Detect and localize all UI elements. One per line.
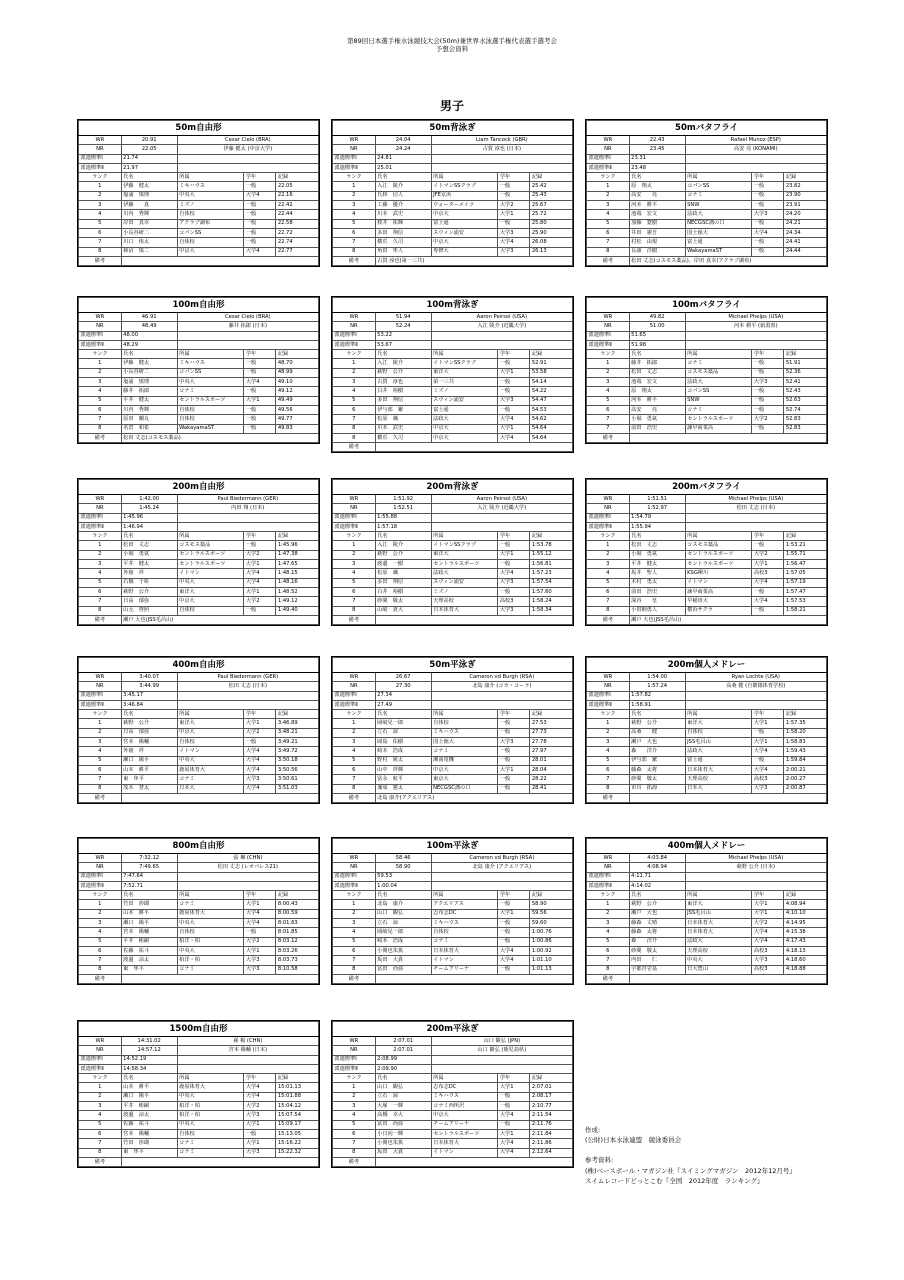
wr-row: WR 51.94 Aaron Peirsol (USA) [333,313,573,322]
standard-1-row: 派遣標準Ⅰ 14:52.19 [79,1055,319,1064]
nr-row: NR 23.45 高安 亮 (KONAMI) [587,145,827,154]
standard-2-row: 派遣標準Ⅱ 27.49 [333,700,573,709]
table-row: 3 岡島 佑樹 国士舘大 大学3 27.78 [333,738,573,747]
standard-2-row: 派遣標準Ⅱ 1:58.91 [587,700,827,709]
wr-row: WR 49.82 Michael Phelps (USA) [587,313,827,322]
standard-1-row: 派遣標準Ⅰ 21.74 [79,154,319,163]
note-row: 備考 [587,433,827,442]
wr-row: WR 1:42.00 Paul Biedermann (GER) [79,495,319,504]
note-row: 備考 瀬戸 大也(JSS毛呂山) [79,615,319,624]
table-row: 6 萩野 公介 東洋大 大学1 1:48.52 [79,587,319,596]
table-row: 4 外舘 祥 イトマン 大学4 1:48.15 [79,569,319,578]
event-title: 1500m自由形 [79,1022,319,1037]
note-row: 備考 北島 康介(アクエリアス) [333,793,573,802]
table-row: 2 小堀 勇氣 セントラルスポーツ 大学2 1:55.71 [587,550,827,559]
table-row: 8 宇都宮壱基 日大豊山 高校3 4:18.88 [587,965,827,974]
table-row: 3 塩浦 慎理 中央大 大学4 49.10 [79,378,319,387]
document-subtitle: 予想会資料 [435,45,469,53]
column-headers: ランク 氏名 所属 学年 記録 [587,710,827,719]
table-row: 5 瀬口 陽平 中央大 大学4 3:50.18 [79,756,319,765]
table-row: 2 塩浦 慎理 中央大 大学4 22.16 [79,191,319,200]
column-headers: ランク 氏名 所属 学年 記録 [79,173,319,182]
nr-row: NR 58.90 北島 康介 (アクエリアス) [333,863,573,872]
wr-row: WR 20.91 Cesar Cielo (BRA) [79,136,319,145]
table-row: 5 河本 耕平 SNW 一般 52.63 [587,396,827,405]
column-headers: ランク 氏名 所属 学年 記録 [79,532,319,541]
table-row: 2 瀬戸 大也 JSS毛呂山 大学1 4:10.10 [587,909,827,918]
event-block [77,478,320,626]
table-row: 4 外舘 祥 イトマン 大学4 3:49.72 [79,747,319,756]
standard-1-row: 派遣標準Ⅰ 1:55.88 [333,513,573,522]
event-title: 400m個人メドレー [587,839,827,854]
table-row: 8 茂木 慧太 日本大 大学4 3:51.03 [79,784,319,793]
table-row: 8 川本 武史 中京大 大学1 54.64 [333,424,573,433]
table-row: 6 小長谷研二 コパンSS 一般 22.72 [79,228,319,237]
note-row: 備考 [79,974,319,983]
table-row: 3 藤森 丈晴 日本体育大 大学2 4:14.95 [587,919,827,928]
column-headers: ランク 氏名 所属 学年 記録 [79,350,319,359]
standard-1-row: 派遣標準Ⅰ 24.81 [333,154,573,163]
standard-1-row: 派遣標準Ⅰ 23.31 [587,154,827,163]
table-row: 3 瀬口 陽平 中央大 大学4 8:01.63 [79,919,319,928]
standard-2-row: 派遣標準Ⅱ 23.48 [587,163,827,172]
table-row: 1 入江 陵介 イトマンSSクラブ 一般 52.91 [333,359,573,368]
event-title: 800m自由形 [79,839,319,854]
table-row: 8 長頭 洋樹 WakayamaST 一般 24.44 [587,247,827,256]
standard-1-row: 派遣標準Ⅰ 51.65 [587,331,827,340]
table-row: 5 多田 翔信 スウィン浦安 大学3 54.47 [333,396,573,405]
column-headers: ランク 氏名 所属 学年 記録 [79,1074,319,1083]
column-headers: ランク 氏名 所属 学年 記録 [333,891,573,900]
column-headers: ランク 氏名 所属 学年 記録 [333,173,573,182]
standard-1-row: 派遣標準Ⅰ 53.22 [333,331,573,340]
table-row: 3 伊藤 真 ミズノ 一般 22.42 [79,201,319,210]
column-headers: ランク 氏名 所属 学年 記録 [587,891,827,900]
note-row: 備考 [333,615,573,624]
note-row: 備考 [333,974,573,983]
note-line: (株)ベースボール・マガジン社『スイミングマガジン 2012年12月号』 [585,1166,796,1175]
event-block [77,656,320,804]
table-row: 3 平井 彬嗣 柏洋・柏 大学2 15:04.12 [79,1102,319,1111]
table-row: 4 森 洋介 法政大 大学4 1:59.43 [587,747,827,756]
standard-2-row: 派遣標準Ⅱ 1:00.04 [333,881,573,890]
notes [585,1125,796,1186]
event-title: 50m背泳ぎ [333,121,573,136]
table-row: 4 白井 裕樹 ミズノ 一般 54.22 [333,387,573,396]
table-row: 7 日高 郁弥 中京大 大学2 1:49.12 [79,597,319,606]
table-row: 5 冨田 尚弥 チームアリーナ 一般 2:11.76 [333,1120,573,1129]
event-block [331,296,574,453]
note-row: 備考 [587,974,827,983]
standard-2-row: 派遣標準Ⅱ 25.01 [333,163,573,172]
table-row: 6 佐藤 祐斗 中央大 大学1 8:03.26 [79,946,319,955]
table-row: 2 山口 観弘 志布志DC 大学1 59.56 [333,909,573,918]
table-row: 1 萩野 公介 東洋大 大学1 1:57.35 [587,719,827,728]
event-block [585,478,828,626]
event-block [77,837,320,985]
nr-row: NR 27.30 北島 康介 (コカ・コーラ) [333,682,573,691]
standard-2-row: 派遣標準Ⅱ 1:57.18 [333,522,573,531]
table-row: 1 松田 丈志 コスモス薬品 一般 1:45.96 [79,541,319,550]
table-row: 6 川内 秀輝 自体校 一般 49.56 [79,405,319,414]
wr-row: WR 22.43 Rafael Munoz (ESP) [587,136,827,145]
event-block [585,656,828,804]
table-row: 6 小日向一輝 セントラルスポーツ 大学1 2:11.84 [333,1129,573,1138]
wr-row: WR 14:31.02 孫 楊 (CHN) [79,1037,319,1046]
table-row: 3 大塚 一輝 コナミ西所沢 一般 2:10.77 [333,1102,573,1111]
column-headers: ランク 氏名 所属 学年 記録 [587,532,827,541]
event-title: 100m自由形 [79,298,319,313]
table-row: 2 小堀 勇氣 セントラルスポーツ 大学2 1:47.38 [79,550,319,559]
table-row: 5 桜井 祐輝 富士通 一般 25.80 [333,219,573,228]
note-line: (公財)日本水泳連盟 競泳委員会 [585,1136,682,1145]
table-row: 7 坂田 大貴 イトマン 大学4 1:01.10 [333,956,573,965]
table-row: 6 山本 耕平 鹿屋体育大 大学4 3:50.56 [79,765,319,774]
nr-row: NR 3:44.99 松田 丈志 (日本) [79,682,319,691]
table-row: 5 岸田 真幸 アクラブ調布 一般 22.58 [79,219,319,228]
event-block [331,656,574,804]
event-title: 400m自由形 [79,658,319,673]
table-row: 8 東 隼平 コナミ 大学3 15:22.32 [79,1148,319,1157]
table-row: 6 白井 裕樹 ミズノ 一般 1:57.60 [333,587,573,596]
standard-1-row: 派遣標準Ⅰ 4:11.71 [587,872,827,881]
table-row: 7 内田 仁 中央大 大学3 4:18.60 [587,956,827,965]
table-row: 1 北島 康介 アクエリアス 一般 58.90 [333,900,573,909]
event-title: 100m背泳ぎ [333,298,573,313]
table-row: 6 宮本 陽輔 自体校 一般 15:13.05 [79,1129,319,1138]
table-row: 3 河本 耕平 SNW 一般 23.91 [587,201,827,210]
table-row: 1 萩野 公介 東洋大 大学1 3:46.89 [79,719,319,728]
table-row: 8 東 隼平 コナミ 大学3 8:10.58 [79,965,319,974]
table-row: 6 多田 翔信 スウィン浦安 大学3 25.90 [333,228,573,237]
table-row: 1 藤井 拓郎 コナミ 一般 51.91 [587,359,827,368]
table-row: 8 横爪 久司 中京大 大学4 54.64 [333,433,573,442]
gender-heading: 男子 [439,99,464,113]
table-row: 2 立石 諒 ミキハウス 一般 2:08.17 [333,1092,573,1101]
standard-2-row: 派遣標準Ⅱ 48.29 [79,340,319,349]
table-row: 6 山中 祥輝 中京大 大学1 28.04 [333,765,573,774]
table-row: 5 森 洋介 法政大 大学4 4:17.43 [587,937,827,946]
table-row: 2 日高 郁弥 中京大 大学2 3:48.21 [79,728,319,737]
column-headers: ランク 氏名 所属 学年 記録 [333,1074,573,1083]
table-row: 4 崎本 浩成 コナミ 一般 27.97 [333,747,573,756]
table-row: 2 高桑 健 自体校 一般 1:58.20 [587,728,827,737]
table-row: 4 藤井 拓郎 コナミ 一般 49.12 [79,387,319,396]
note-row: 備考 [333,443,573,452]
table-row: 3 平井 健太 セントラルスポーツ 大学1 1:56.47 [587,560,827,569]
table-row: 2 立石 諒 ミキハウス 一般 27.73 [333,728,573,737]
table-row: 5 多田 翔信 スウィン浦安 大学3 1:57.54 [333,578,573,587]
event-title: 200m自由形 [79,480,319,495]
standard-1-row: 派遣標準Ⅰ 59.53 [333,872,573,881]
wr-row: WR 26.67 Cameron vd Burgh (RSA) [333,673,573,682]
nr-row: NR 14:57.12 宮本 陽輔 (日本) [79,1046,319,1055]
table-row: 7 竹田 渉瑚 コナミ 大学1 15:16.22 [79,1139,319,1148]
table-row: 7 冨永 航平 東京大 一般 28.22 [333,775,573,784]
event-block [585,837,828,985]
nr-row: NR 4:08.94 萩野 公介 (日本) [587,863,827,872]
event-block [585,296,828,444]
table-row: 7 渡邊 涼太 柏洋・柏 大学3 8:03.73 [79,956,319,965]
standard-1-row: 派遣標準Ⅰ 1:45.96 [79,513,319,522]
column-headers: ランク 氏名 所属 学年 記録 [587,173,827,182]
table-row: 2 小長谷研二 コパンSS 一般 48.99 [79,368,319,377]
table-row: 8 山元 啓照 自体校 一般 1:49.40 [79,606,319,615]
table-row: 4 渡邊 涼太 柏洋・柏 大学3 15:07.54 [79,1111,319,1120]
table-row: 2 萩野 公介 東洋大 大学1 53.58 [333,368,573,377]
standard-1-row: 派遣標準Ⅰ 27.34 [333,691,573,700]
wr-row: WR 4:03.84 Michael Phelps (USA) [587,854,827,863]
table-row: 4 池端 宏文 法政大 大学3 24.20 [587,210,827,219]
wr-row: WR 1:54.00 Ryan Lochte (USA) [587,673,827,682]
column-headers: ランク 氏名 所属 学年 記録 [333,710,573,719]
table-row: 6 砂間 敬太 天理高校 高校3 4:18.13 [587,946,827,955]
wr-row: WR 24.04 Liam Tancock (GBR) [333,136,573,145]
table-row: 1 入江 陵介 イトマンSSクラブ 一般 25.42 [333,182,573,191]
event-title: 200m背泳ぎ [333,480,573,495]
standard-1-row: 派遣標準Ⅰ 7:47.64 [79,872,319,881]
table-row: 1 伊藤 健太 ミキハウス 一般 48.70 [79,359,319,368]
event-title: 200m個人メドレー [587,658,827,673]
note-row: 備考 古賀 淳也(第一三共) [333,256,573,265]
table-row: 5 加藤 寛樹 NECGSC溝の口 一般 24.21 [587,219,827,228]
table-row: 8 小田桐勇人 横浜サクラ 一般 1:58.21 [587,606,827,615]
table-row: 4 原 翔太 コパンSS 一般 52.43 [587,387,827,396]
column-headers: ランク 氏名 所属 学年 記録 [79,891,319,900]
column-headers: ランク 氏名 所属 学年 記録 [587,350,827,359]
note-row: 備考 [587,793,827,802]
event-block [77,1020,320,1168]
table-row: 7 小関也朱篤 日本体育大 大学4 2:11.86 [333,1139,573,1148]
table-row: 3 古賀 淳也 第一三共 一般 54.14 [333,378,573,387]
standard-2-row: 派遣標準Ⅱ 1:55.94 [587,522,827,531]
table-row: 6 小関也朱篤 日本体育大 大学4 1:00.92 [333,946,573,955]
wr-row: WR 2:07.01 山口 観弘 (JPN) [333,1037,573,1046]
note-line: 参考資料: [585,1156,614,1165]
table-row: 7 村松 由規 富士通 一般 24.41 [587,238,827,247]
table-row: 1 松田 丈志 コスモス薬品 一般 1:53.21 [587,541,827,550]
table-row: 7 小堀 勇氣 セントラルスポーツ 大学2 52.83 [587,415,827,424]
table-row: 1 岡崎晃一郎 自体校 一般 27.53 [333,719,573,728]
wr-row: WR 1:51.92 Aaron Peirsol (USA) [333,495,573,504]
table-row: 4 川本 武史 中京大 大学1 25.72 [333,210,573,219]
event-block [331,119,574,267]
standard-2-row: 派遣標準Ⅱ 53.67 [333,340,573,349]
event-block [77,296,320,444]
table-row: 6 藤森 太将 日本体育大 大学4 2:00.21 [587,765,827,774]
table-row: 4 川内 秀輝 自体校 一般 22.44 [79,210,319,219]
note-row: 備考 [79,1157,319,1166]
standard-2-row: 派遣標準Ⅱ 51.98 [587,340,827,349]
table-row: 8 名倉 和希 WakayamaST 一般 49.83 [79,424,319,433]
table-row: 5 石橋 千彰 中央大 大学4 1:48.16 [79,578,319,587]
nr-row: NR 1:57.24 高桑 健 (自衛隊体育学校) [587,682,827,691]
table-row: 4 藤森 太将 日本体育大 大学4 4:15.38 [587,928,827,937]
standard-2-row: 派遣標準Ⅱ 3:46.84 [79,700,319,709]
standard-2-row: 派遣標準Ⅱ 21.97 [79,163,319,172]
table-row: 3 平井 健太 セントラルスポーツ 大学1 1:47.65 [79,560,319,569]
nr-row: NR 51.00 河本 耕平 (新潟県) [587,322,827,331]
table-row: 7 原田 蘭丸 自体校 一般 49.77 [79,415,319,424]
note-line: 作成: [585,1126,601,1134]
table-row: 1 原 翔太 コパンSS 一般 23.82 [587,182,827,191]
table-row: 8 兼成 憲太 NECGSC溝の口 一般 28.41 [333,784,573,793]
table-row: 3 池端 宏文 法政大 大学3 52.41 [587,378,827,387]
standard-2-row: 派遣標準Ⅱ 7:52.71 [79,881,319,890]
event-block [585,119,828,267]
table-row: 2 瀬口 陽平 中央大 大学4 15:01.88 [79,1092,319,1101]
standard-2-row: 派遣標準Ⅱ 2:09.90 [333,1064,573,1073]
nr-row: NR 1:52.51 入江 陵介 (近畿大学) [333,504,573,513]
standard-1-row: 派遣標準Ⅰ 1:54.79 [587,513,827,522]
nr-row: NR 7:49.65 松田 丈志 (レオパレス21) [79,863,319,872]
table-row: 6 前田 浩史 諫早商業高 一般 1:57.47 [587,587,827,596]
table-row: 7 砂間 敬太 天理高校 高校3 2:00.27 [587,775,827,784]
event-title: 100m平泳ぎ [333,839,573,854]
table-row: 8 冨田 尚弥 チームアリーナ 一般 1:01.13 [333,965,573,974]
table-row: 8 坂田 大貴 イトマン 大学4 2:12.64 [333,1148,573,1157]
event-title: 200m平泳ぎ [333,1022,573,1037]
table-row: 8 市川 拓海 日本大 大学3 2:00.87 [587,784,827,793]
table-row: 8 山崎 貴大 日本体育大 大学3 1:58.34 [333,606,573,615]
table-row: 7 横爪 久司 中京大 大学4 26.08 [333,238,573,247]
event-title: 200mバタフライ [587,480,827,495]
table-row: 3 瀬戸 大也 JSS毛呂山 大学1 1:58.83 [587,738,827,747]
table-row: 1 竹田 渉瑚 コナミ 大学1 8:00.43 [79,900,319,909]
nr-row: NR 22.05 伊藤 健太 (中京大学) [79,145,319,154]
nr-row: NR 52.24 入江 陵介 (近畿大学) [333,322,573,331]
table-row: 7 松原 颯 法政大 大学4 54.62 [333,415,573,424]
table-row: 4 松原 颯 法政大 大学4 1:57.23 [333,569,573,578]
table-row: 2 高安 亮 コナミ 一般 23.90 [587,191,827,200]
wr-row: WR 7:32.12 張 琳 (CHN) [79,854,319,863]
table-row: 5 佐藤 祐斗 中央大 大学1 15:09.17 [79,1120,319,1129]
wr-row: WR 58.46 Cameron vd Burgh (RSA) [333,854,573,863]
table-row: 4 宮本 陽輔 自体校 一般 8:01.85 [79,928,319,937]
table-row: 4 高橋 幸大 中京大 大学4 2:11.54 [333,1111,573,1120]
table-row: 1 伊藤 健太 ミキハウス 一般 22.05 [79,182,319,191]
table-row: 2 萩野 公介 東洋大 大学1 1:55.12 [333,550,573,559]
event-block [77,119,320,267]
table-row: 4 坂井 聖人 KSG柳川 高校3 1:57.05 [587,569,827,578]
table-row: 2 松田 丈志 コスモス薬品 一般 52.36 [587,368,827,377]
event-title: 50m自由形 [79,121,319,136]
nr-row: NR 48.49 藤井 拓郎 (日本) [79,322,319,331]
table-row: 7 深谷 皇 早稲田大 大学4 1:57.53 [587,597,827,606]
standard-2-row: 派遣標準Ⅱ 1:46.94 [79,522,319,531]
column-headers: ランク 氏名 所属 学年 記録 [333,350,573,359]
document-title: 第89回日本選手権水泳競技大会(50m)兼世界水泳選手権代表選手選考会 [347,37,557,45]
table-row: 7 前田 浩史 諫早商業高 一般 52.83 [587,424,827,433]
table-row: 5 野村 陵太 湘南電機 一般 28.01 [333,756,573,765]
standard-2-row: 派遣標準Ⅱ 4:14.02 [587,881,827,890]
table-row: 3 宮本 陽輔 自体校 一般 3:49.21 [79,738,319,747]
table-row: 1 山本 耕平 鹿屋体育大 大学4 15:01.13 [79,1083,319,1092]
table-row: 7 東 隼平 コナミ 大学3 3:50.61 [79,775,319,784]
table-row: 5 平井 健太 セントラルスポーツ 大学1 49.49 [79,396,319,405]
table-row: 5 崎本 浩成 コナミ 一般 1:00.86 [333,937,573,946]
table-row: 5 伊与部 繁 富士通 一般 1:59.84 [587,756,827,765]
wr-row: WR 3:40.07 Paul Biedermann (GER) [79,673,319,682]
table-row: 3 立石 諒 ミキハウス 一般 59.60 [333,919,573,928]
table-row: 2 氏林 信人 JFE京浜 一般 25.43 [333,191,573,200]
nr-row: NR 1:45.24 内田 翔 (日本) [79,504,319,513]
table-row: 1 山口 観弘 志布志DC 大学1 2:07.01 [333,1083,573,1092]
note-line [585,1145,796,1155]
event-block [331,478,574,626]
note-row: 備考 [79,793,319,802]
standard-1-row: 派遣標準Ⅰ 3:45.17 [79,691,319,700]
note-row: 備考 松田 丈志(コスモス薬品)、岸田 真幸(アクラブ調布) [587,256,827,265]
note-row: 備考 瀬戸 大也(JSS毛呂山) [587,615,827,624]
table-row: 8 柿沼 慎二 中京大 大学4 22.77 [79,247,319,256]
event-title: 100mバタフライ [587,298,827,313]
table-row: 3 工藤 優介 ウォーターメイツ 大学2 25.67 [333,201,573,210]
table-row: 1 入江 陵介 イトマンSSクラブ 一般 1:53.78 [333,541,573,550]
table-row: 6 伊与部 繁 富士通 一般 54.53 [333,405,573,414]
table-row: 3 渡邊 一樹 セントラルスポーツ 一般 1:56.81 [333,560,573,569]
note-line: スイムレコードどっとこむ『全国 2012年度 ランキング』 [585,1176,764,1185]
event-block [331,837,574,985]
wr-row: WR 46.91 Cesar Cielo (BRA) [79,313,319,322]
table-row: 6 高安 亮 コナミ 一般 52.74 [587,405,827,414]
note-row: 備考 松田 丈志(コスモス薬品) [79,433,319,442]
table-row: 4 岡崎晃一郎 自体校 一般 1:00.76 [333,928,573,937]
standard-2-row: 派遣標準Ⅱ 14:58.34 [79,1064,319,1073]
table-row: 8 角田 隼人 専修大 大学3 26.13 [333,247,573,256]
table-row: 6 井田 憲吾 国士舘大 大学4 24.34 [587,228,827,237]
nr-row: NR 1:52.97 松田 丈志 (日本) [587,504,827,513]
event-title: 50m平泳ぎ [333,658,573,673]
note-row: 備考 [333,1157,573,1166]
table-row: 2 山本 耕平 鹿屋体育大 大学4 8:00.59 [79,909,319,918]
table-row: 5 木村 勇太 イトマン 大学4 1:57.19 [587,578,827,587]
event-block [331,1020,574,1168]
note-row: 備考 [79,256,319,265]
wr-row: WR 1:51.51 Michael Phelps (USA) [587,495,827,504]
nr-row: NR 2:07.01 山口 観弘 (鹿児島県) [333,1046,573,1055]
table-row: 7 砂間 敬太 天理高校 高校3 1:58.24 [333,597,573,606]
column-headers: ランク 氏名 所属 学年 記録 [79,710,319,719]
event-title: 50mバタフライ [587,121,827,136]
table-row: 1 萩野 公介 東洋大 大学1 4:08.94 [587,900,827,909]
nr-row: NR 24.24 古賀 淳也 (日本) [333,145,573,154]
standard-1-row: 派遣標準Ⅰ 48.00 [79,331,319,340]
table-row: 7 川口 侑太 自体校 一般 22.74 [79,238,319,247]
standard-1-row: 派遣標準Ⅰ 2:08.99 [333,1055,573,1064]
column-headers: ランク 氏名 所属 学年 記録 [333,532,573,541]
standard-1-row: 派遣標準Ⅰ 1:57.82 [587,691,827,700]
table-row: 5 平井 彬嗣 柏洋・柏 大学2 8:03.12 [79,937,319,946]
